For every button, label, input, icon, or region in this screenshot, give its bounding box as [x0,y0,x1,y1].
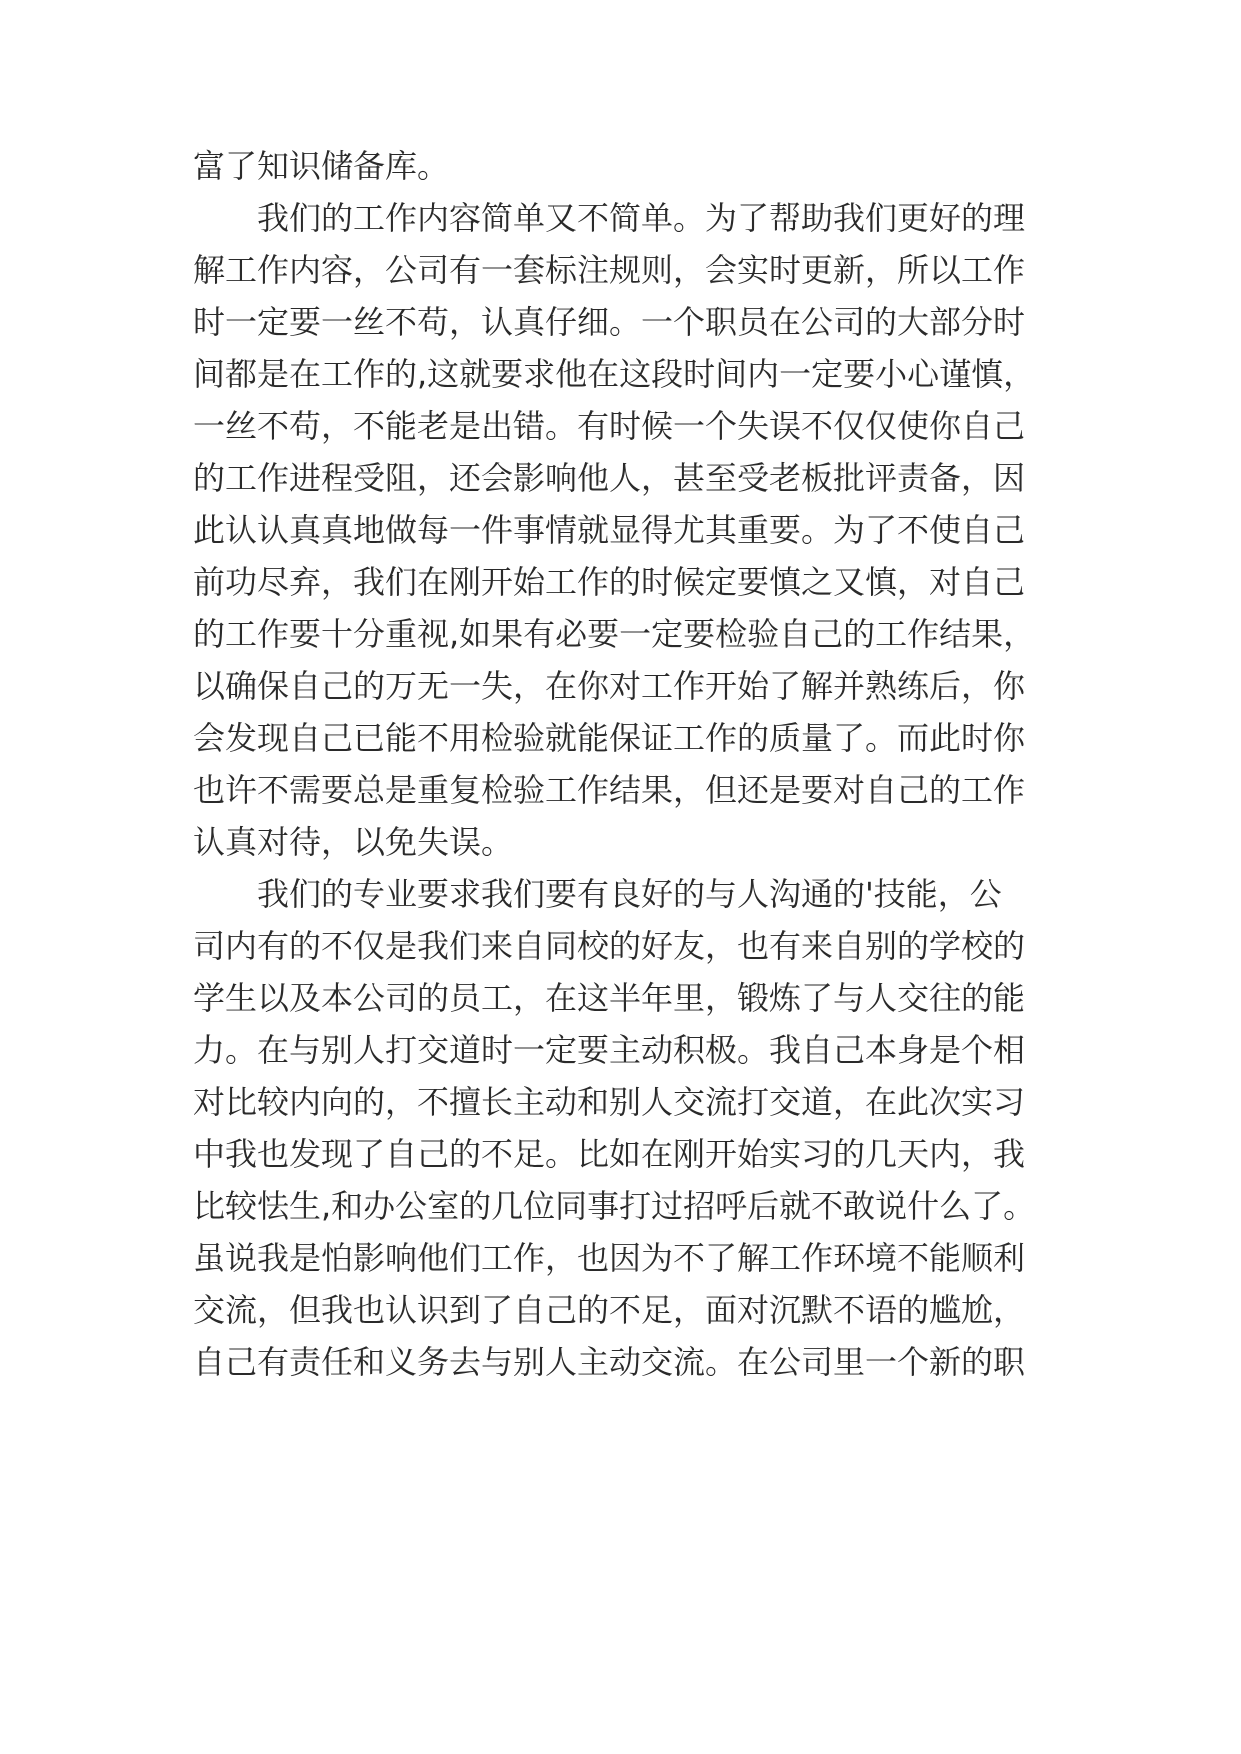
text-line: 对比较内向的，不擅长主动和别人交流打交道，在此次实习 [193,1083,1026,1121]
text-line: 自己有责任和义务去与别人主动交流。在公司里一个新的职 [193,1343,1026,1381]
text-line: 我们的工作内容简单又不简单。为了帮助我们更好的理 [257,199,1026,237]
text-line: 学生以及本公司的员工，在这半年里，锻炼了与人交往的能 [193,979,1026,1017]
text-line: 解工作内容，公司有一套标注规则，会实时更新，所以工作 [193,251,1026,289]
text-line: 虽说我是怕影响他们工作，也因为不了解工作环境不能顺利 [193,1239,1026,1277]
text-line: 比较怯生,和办公室的几位同事打过招呼后就不敢说什么了。 [193,1187,1036,1225]
text-line: 的工作要十分重视,如果有必要一定要检验自己的工作结果， [193,615,1036,653]
text-line: 富了知识储备库。 [193,147,450,185]
text-line: 前功尽弃，我们在刚开始工作的时候定要慎之又慎，对自己 [193,563,1026,601]
text-line: 交流，但我也认识到了自己的不足，面对沉默不语的尴尬， [193,1291,1026,1329]
text-line: 会发现自己已能不用检验就能保证工作的质量了。而此时你 [193,719,1026,757]
text-line: 时一定要一丝不苟，认真仔细。一个职员在公司的大部分时 [193,303,1026,341]
text-line: 也许不需要总是重复检验工作结果，但还是要对自己的工作 [193,771,1026,809]
text-line: 一丝不苟，不能老是出错。有时候一个失误不仅仅使你自己 [193,407,1026,445]
text-line: 的工作进程受阻，还会影响他人，甚至受老板批评责备，因 [193,459,1026,497]
text-line: 我们的专业要求我们要有良好的与人沟通的'技能，公 [257,875,1002,913]
text-line: 中我也发现了自己的不足。比如在刚开始实习的几天内，我 [193,1135,1026,1173]
text-line: 司内有的不仅是我们来自同校的好友，也有来自别的学校的 [193,927,1026,965]
text-line: 此认认真真地做每一件事情就显得尤其重要。为了不使自己 [193,511,1026,549]
text-line: 认真对待，以免失误。 [193,823,514,861]
text-line: 力。在与别人打交道时一定要主动积极。我自己本身是个相 [193,1031,1026,1069]
text-line: 以确保自己的万无一失，在你对工作开始了解并熟练后，你 [193,667,1026,705]
text-line: 间都是在工作的,这就要求他在这段时间内一定要小心谨慎， [193,355,1036,393]
